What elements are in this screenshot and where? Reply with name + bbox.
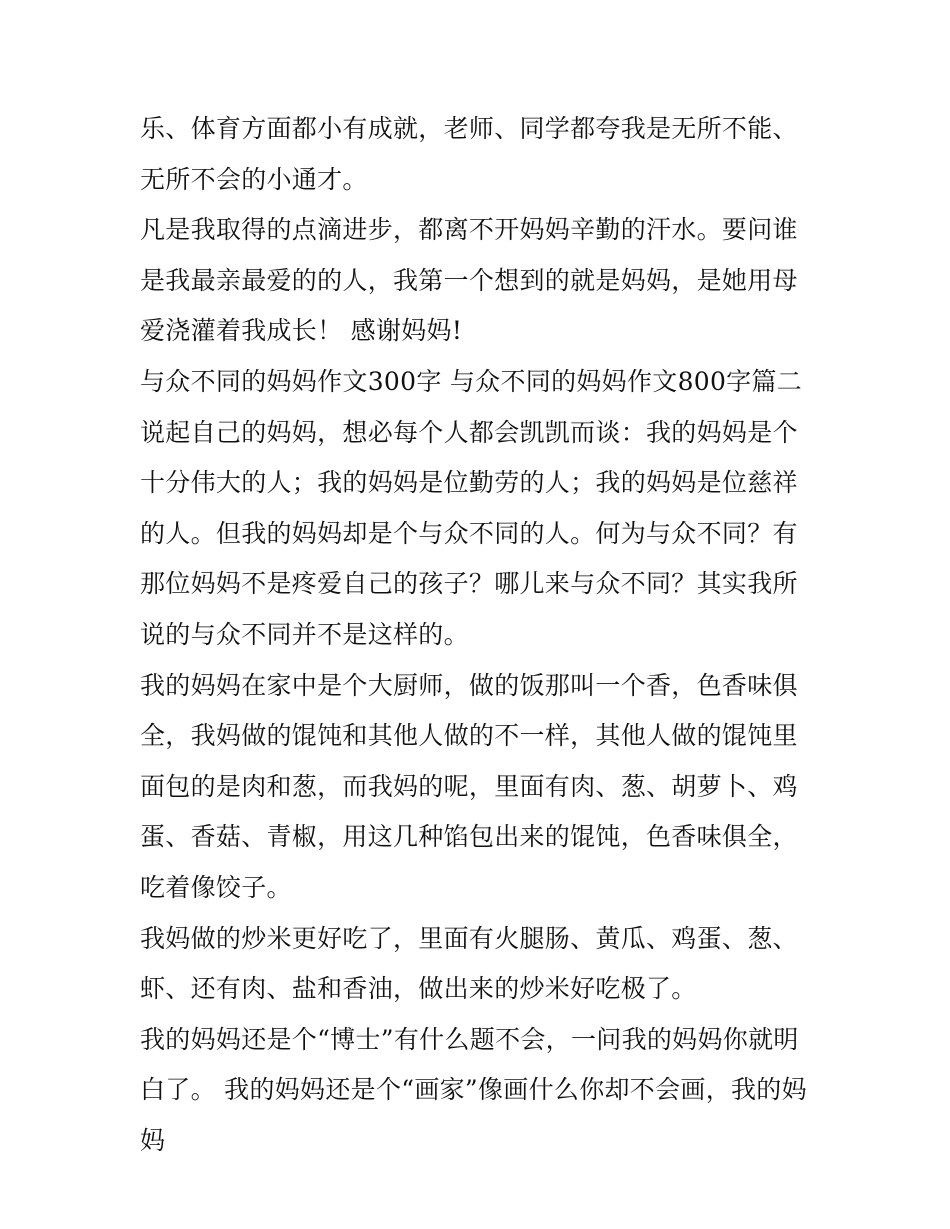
paragraph-5: 我的妈妈在家中是个大厨师，做的饭那叫一个香，色香味俱全，我妈做的馄饨和其他人做的不一样，其他人做的馄饨里面包的是肉和葱，而我妈的呢，里面有肉、葱、胡萝卜、鸡蛋、香菇、青椒，用这几种馅包出来的馄饨，色香味俱全，吃着像饺子。 <box>140 670 798 902</box>
paragraph-3-heading: 与众不同的妈妈作文300字 与众不同的妈妈作文800字篇二 <box>140 366 803 396</box>
paragraph-1: 乐、体育方面都小有成就，老师、同学都夸我是无所不能、无所不会的小通才。 <box>140 114 798 194</box>
document-body <box>140 104 820 1166</box>
paragraph-6: 我妈做的炒米更好吃了，里面有火腿肠、黄瓜、鸡蛋、葱、虾、还有肉、盐和香油，做出来的炒米好吃极了。 <box>140 923 798 1004</box>
paragraph-4: 说起自己的妈妈，想必每个人都会凯凯而谈：我的妈妈是个十分伟大的人；我的妈妈是位勤劳的人；我的妈妈是位慈祥的人。但我的妈妈却是个与众不同的人。何为与众不同？有那位妈妈不是疼爱自己的孩子？哪儿来与众不同？其实我所说的与众不同并不是这样的。 <box>140 417 798 649</box>
paragraph-2: 凡是我取得的点滴进步，都离不开妈妈辛勤的汗水。要问谁是我最亲最爱的的人，我第一个想到的就是妈妈，是她用母爱浇灌着我成长！ 感谢妈妈! <box>140 215 798 346</box>
paragraph-7: 我的妈妈还是个“博士”有什么题不会，一问我的妈妈你就明白了。 我的妈妈还是个“画家”像画什么你却不会画，我的妈妈 <box>140 1024 807 1155</box>
